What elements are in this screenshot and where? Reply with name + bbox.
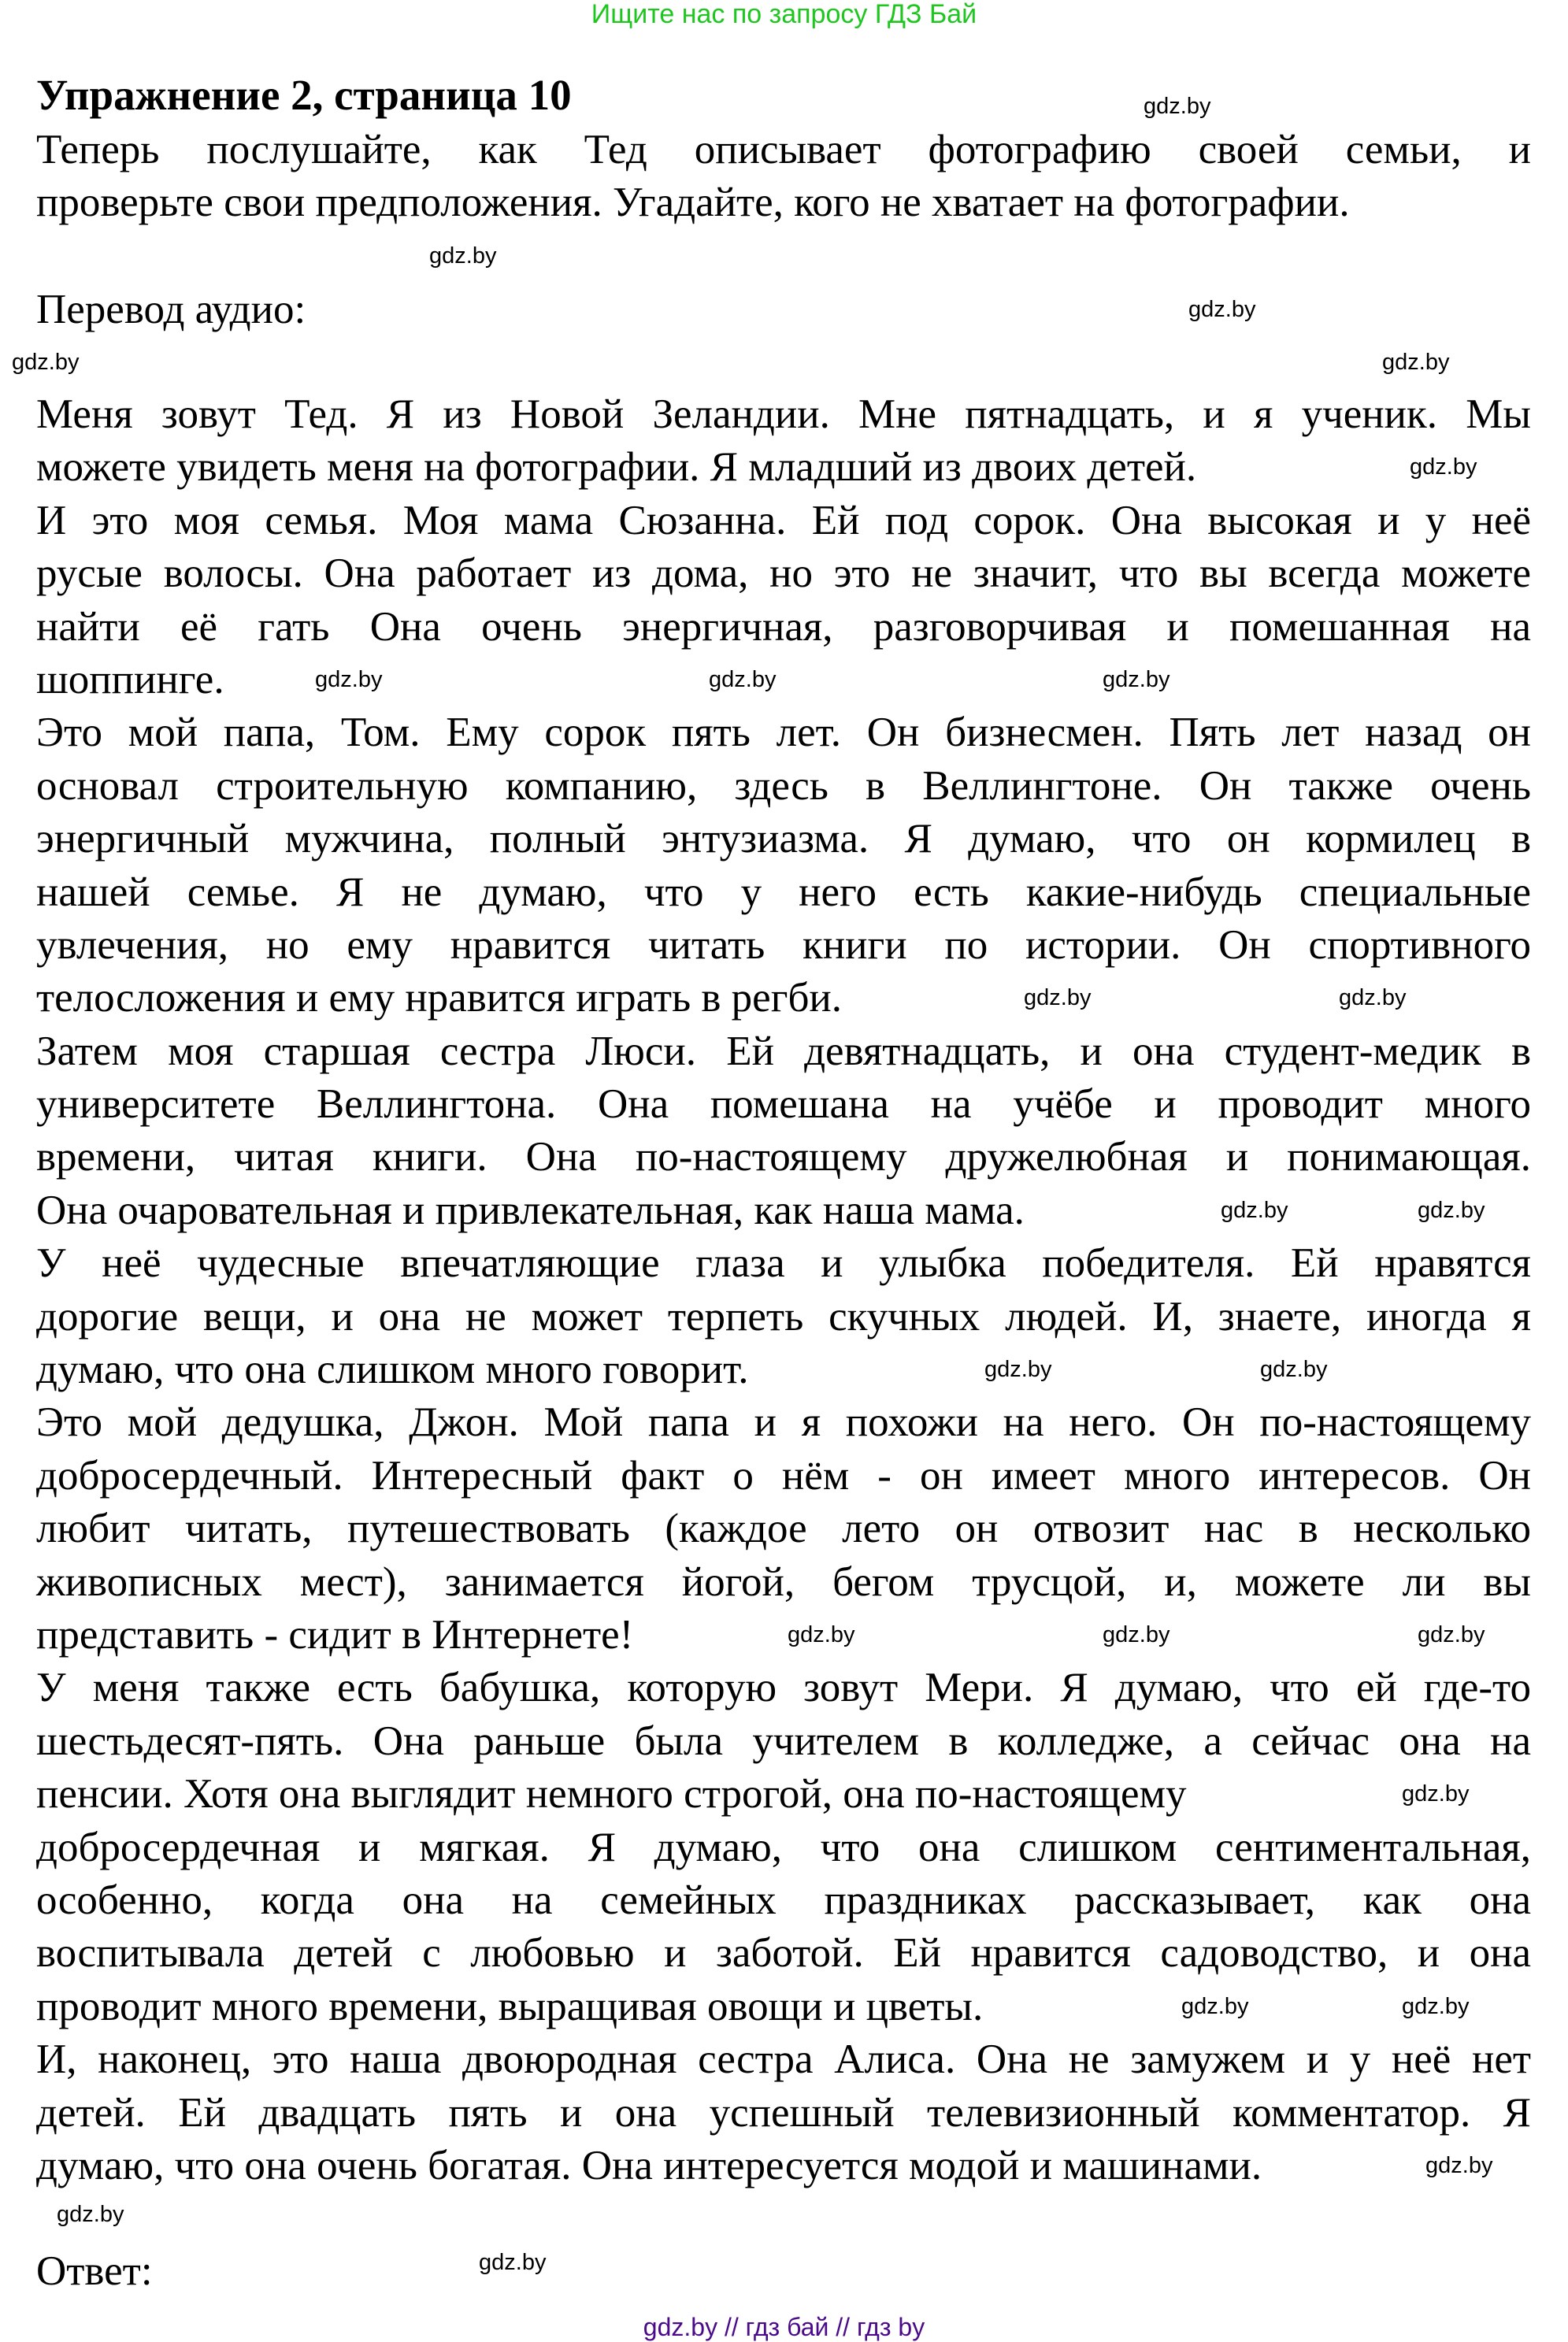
text-line: У неё чудесные впечатляющие глаза и улыбка победителя. Ей нравятся	[36, 1240, 1531, 1287]
paragraph	[36, 706, 1531, 1025]
watermark: gdz.by	[1382, 350, 1450, 375]
watermark: gdz.by	[315, 667, 383, 692]
watermark: gdz.by	[1418, 1622, 1485, 1647]
watermark: gdz.by	[1103, 1622, 1170, 1647]
watermark: gdz.by	[788, 1622, 855, 1647]
paragraph	[36, 388, 1531, 495]
watermark: gdz.by	[1418, 1198, 1485, 1223]
translation-body	[36, 388, 1531, 2192]
watermark: gdz.by	[12, 350, 80, 375]
text-line: шоппинге.	[36, 656, 224, 702]
watermark: gdz.by	[1260, 1357, 1328, 1382]
watermark: gdz.by	[429, 243, 497, 269]
text-line: найти её гать Она очень энергичная, разговорчивая и помешанная на	[36, 603, 1531, 650]
text-line: И, наконец, это наша двоюродная сестра Алиса. Она не замужем и у неё нет	[36, 2036, 1531, 2083]
text-line: русые волосы. Она работает из дома, но это не значит, что вы всегда можете	[36, 550, 1531, 597]
page-title: Упражнение 2, страница 10	[36, 71, 572, 119]
text-line: И это моя семья. Моя мама Сюзанна. Ей под сорок. Она высокая и у неё	[36, 497, 1531, 543]
text-line: детей. Ей двадцать пять и она успешный телевизионный комментатор. Я	[36, 2089, 1531, 2136]
text-line: думаю, что она слишком много говорит.	[36, 1347, 749, 1393]
watermark: gdz.by	[1221, 1198, 1288, 1223]
text-line: Меня зовут Тед. Я из Новой Зеландии. Мне пятнадцать, и я ученик. Мы	[36, 391, 1531, 437]
text-line: университете Веллингтона. Она помешана на учёбе и проводит много	[36, 1081, 1531, 1128]
text-line: воспитывала детей с любовью и заботой. Ей нравится садоводство, и она	[36, 1930, 1531, 1977]
text-line: думаю, что она очень богатая. Она интересуется модой и машинами.	[36, 2142, 1262, 2188]
paragraph	[36, 495, 1531, 707]
text-line: добросердечная и мягкая. Я думаю, что она слишком сентиментальная,	[36, 1824, 1531, 1870]
text-line: энергичный мужчина, полный энтузиазма. Я думаю, что он кормилец в	[36, 816, 1531, 862]
search-banner[interactable]: Ищите нас по запросу ГДЗ Бай	[591, 0, 977, 29]
text-line: Она очаровательная и привлекательная, как наша мама.	[36, 1187, 1025, 1233]
text-line: проводит много времени, выращивая овощи и цветы.	[36, 1983, 984, 2029]
text-line: проверьте свои предположения. Угадайте, кого не хватает на фотографии.	[36, 180, 1350, 226]
watermark: gdz.by	[1103, 667, 1170, 692]
text-line: основал строительную компанию, здесь в Веллингтоне. Он также очень	[36, 762, 1531, 809]
watermark: gdz.by	[1188, 297, 1256, 322]
text-line: живописных мест), занимается йогой, бегом трусцой, и, можете ли вы	[36, 1558, 1531, 1605]
watermark: gdz.by	[1024, 985, 1092, 1010]
watermark: gdz.by	[1410, 454, 1477, 480]
paragraph	[36, 1396, 1531, 1662]
watermark: gdz.by	[709, 667, 777, 692]
watermark: gdz.by	[984, 1357, 1052, 1382]
task-text	[36, 124, 1531, 230]
text-line: Затем моя старшая сестра Люси. Ей девятнадцать, и она студент-медик в	[36, 1028, 1531, 1074]
answer-label: Ответ:	[36, 2248, 153, 2294]
text-line: добросердечный. Интересный факт о нём - он имеет много интересов. Он	[36, 1452, 1531, 1499]
text-line: дорогие вещи, и она не может терпеть скучных людей. И, знаете, иногда я	[36, 1293, 1531, 1340]
watermark: gdz.by	[1144, 94, 1211, 119]
text-line: У меня также есть бабушка, которую зовут Мери. Я думаю, что ей где-то	[36, 1665, 1531, 1711]
watermark: gdz.by	[1181, 1994, 1249, 2019]
text-line: увлечения, но ему нравится читать книги по истории. Он спортивного	[36, 921, 1531, 968]
text-line: пенсии. Хотя она выглядит немного строгой, она по-настоящему	[36, 1771, 1187, 1818]
text-line: любит читать, путешествовать (каждое лето он отвозит нас в несколько	[36, 1506, 1531, 1552]
watermark: gdz.by	[1339, 985, 1407, 1010]
watermark: gdz.by	[1402, 1781, 1470, 1807]
watermark: gdz.by	[1402, 1994, 1470, 2019]
text-line: Теперь послушайте, как Тед описывает фотографию своей семьи, и	[36, 127, 1531, 172]
text-line: Это мой папа, Том. Ему сорок пять лет. Он бизнесмен. Пять лет назад он	[36, 710, 1531, 756]
text-line: времени, читая книги. Она по-настоящему дружелюбная и понимающая.	[36, 1134, 1531, 1180]
paragraph	[36, 1025, 1531, 1238]
footer-links[interactable]: gdz.by // гдз бай // гдз by	[643, 2313, 925, 2341]
text-line: представить - сидит в Интернете!	[36, 1611, 634, 1658]
text-line: можете увидеть меня на фотографии. Я младший из двоих детей.	[36, 444, 1197, 491]
text-line: особенно, когда она на семейных праздниках рассказывает, как она	[36, 1877, 1531, 1923]
paragraph	[36, 1662, 1531, 2033]
watermark: gdz.by	[479, 2250, 547, 2275]
translation-label: Перевод аудио:	[36, 287, 306, 332]
text-line: шестьдесят-пять. Она раньше была учителем в колледже, а сейчас она на	[36, 1718, 1531, 1764]
text-line: нашей семье. Я не думаю, что у него есть какие-нибудь специальные	[36, 869, 1531, 915]
text-line: Это мой дедушка, Джон. Мой папа и я похожи на него. Он по-настоящему	[36, 1399, 1531, 1446]
watermark: gdz.by	[1425, 2153, 1493, 2178]
watermark: gdz.by	[57, 2202, 124, 2227]
text-line: телосложения и ему нравится играть в регби.	[36, 975, 843, 1021]
paragraph	[36, 2033, 1531, 2192]
